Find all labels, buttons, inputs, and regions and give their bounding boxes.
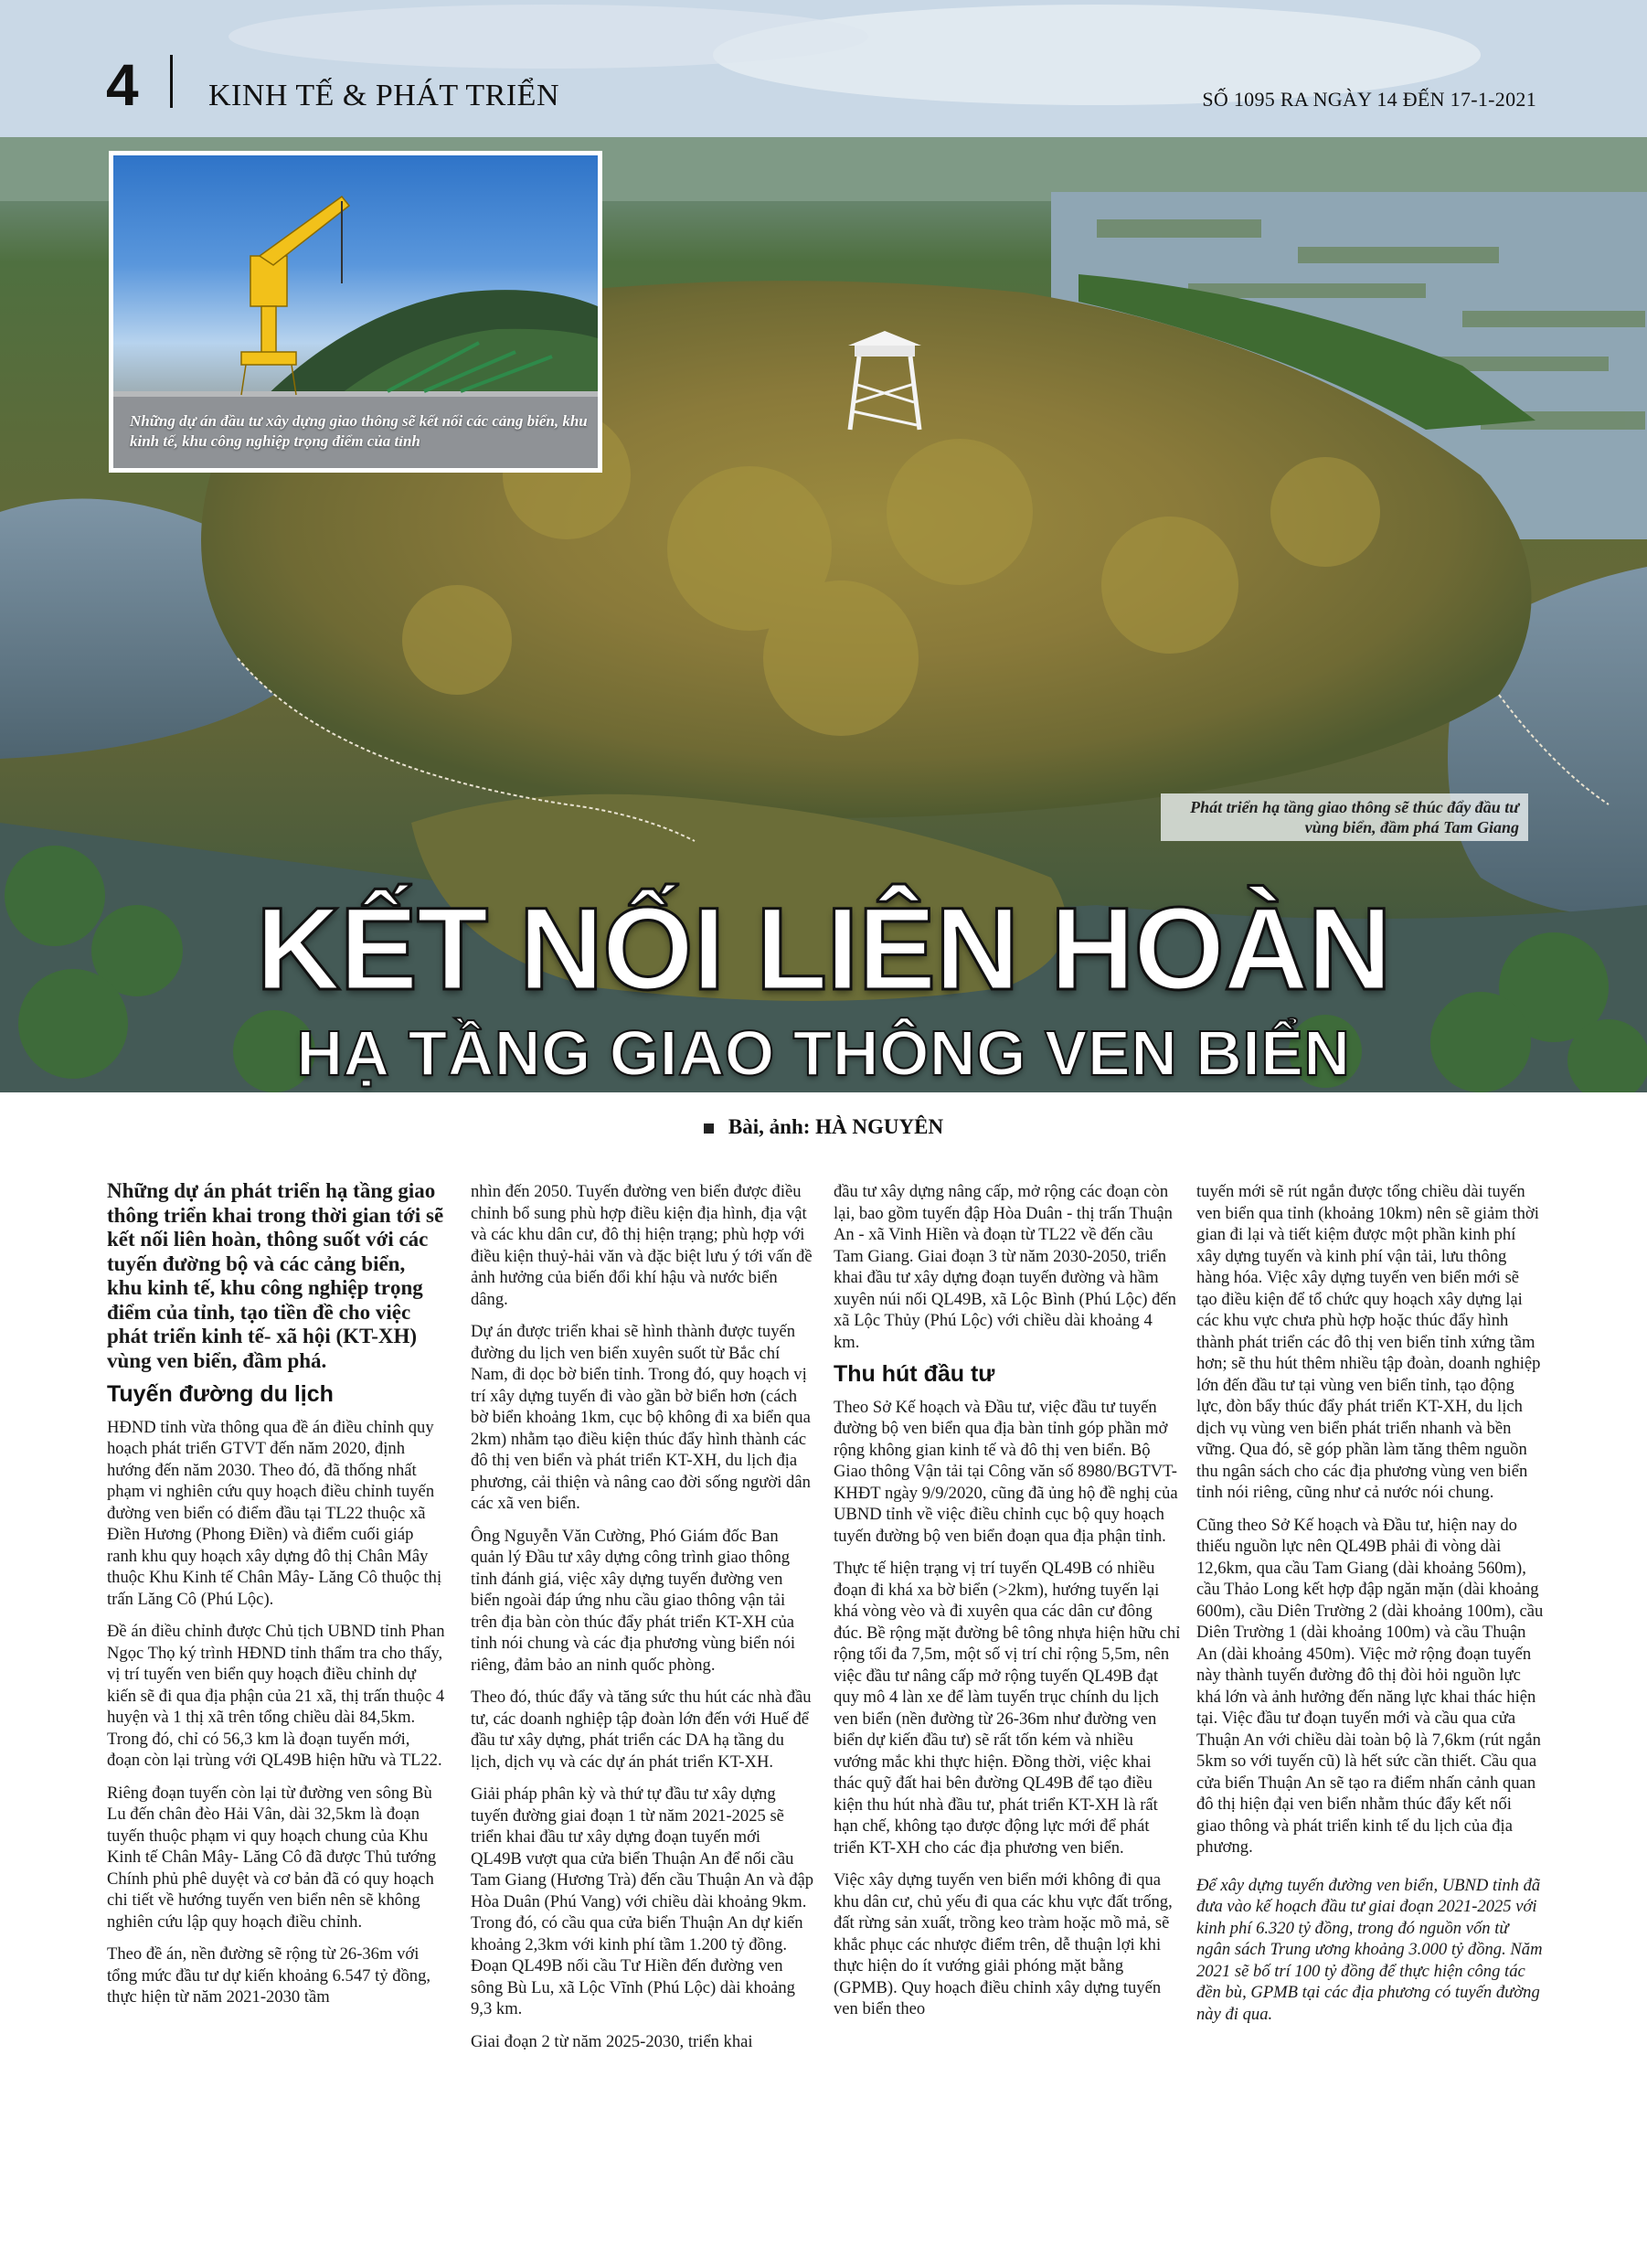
hero-photo <box>0 0 1647 1092</box>
paragraph: Việc xây dựng tuyến ven biển mới không đi qua khu dân cư, chủ yếu đi qua các khu vực đất trống, đất rừng sản xuất, trồng keo tràm hoặc mồ mả, sẽ khắc phục các nhược điểm trên, dễ thuận lợi khi thực hiện do ít vướng giải phóng mặt bằng (GPMB). Quy hoạch điều chỉnh xây dựng tuyến ven biển theo <box>834 1870 1173 2018</box>
paragraph: Ông Nguyễn Văn Cường, Phó Giám đốc Ban quản lý Đầu tư xây dựng công trình giao thông tỉnh đánh giá, việc xây dựng tuyến đường ven biển ngoài đáp ứng nhu cầu giao thông vận tải trên địa bàn còn thúc đẩy phát triển KT-XH của tỉnh nói chung và các địa phương vùng biển nói riêng, đảm bảo an ninh quốc phòng. <box>471 1526 796 1675</box>
article-column-3 <box>834 1181 1181 2031</box>
header-divider <box>170 55 173 108</box>
paragraph: Cũng theo Sở Kế hoạch và Đầu tư, hiện nay do thiếu nguồn lực nên QL49B phải đi vòng dài 12,6km, qua cầu Tam Giang (dài khoảng 560m), cầu Thảo Long kết hợp đập ngăn mặn (dài khoảng 600m), cầu Diên Trường 2 (dài khoảng 100m), cầu Diên Trường 1 (dài khoảng 100m) và cầu Thuận An (dài khoảng 450m). Việc mở rộng đoạn tuyến này thành tuyến đường đô thị đòi hỏi nguồn lực khá lớn và ảnh hưởng đến năng lực khai thác hiện tại. Việc đầu tư đoạn tuyến mới và cầu qua cửa Thuận An với chiều dài toàn bộ là 7,6km (rút ngắn 5km so với tuyến cũ) là hết sức cần thiết. Cầu qua cửa biển Thuận An sẽ tạo ra điểm nhấn cảnh quan đô thị hiện đại ven biển nhằm thúc đẩy kết nối giao thông và phát triển kinh tế du lịch của địa phương. <box>1196 1515 1544 1857</box>
article-column-2 <box>471 1181 814 2063</box>
paragraph: tuyến mới sẽ rút ngắn được tổng chiều dài tuyến ven biển qua tỉnh (khoảng 10km) nên sẽ giảm thời gian đi lại và tiết kiệm được một phần kinh phí xây dựng tuyến và kinh phí vận tải, lưu thông hàng hóa. Việc xây dựng tuyến ven biển mới sẽ tạo điều kiện để tổ chức quy hoạch xây dựng lại các khu vực chưa phù hợp hoặc thúc đẩy hình thành phát triển các đô thị ven biển tỉnh xứng tầm hơn; sẽ thu hút thêm nhiều tập đoàn, doanh nghiệp lớn đến đầu tư tại vùng ven biển tỉnh, tạo động lực, đòn bẩy thúc đẩy phát triển KT-XH, du lịch dịch vụ vùng ven biển phát triển nhanh và bền vững. Qua đó, sẽ góp phần làm tăng thêm nguồn thu ngân sách cho các địa phương vùng ven biển tỉnh nói riêng, cũng như cả nước nói chung. <box>1196 1182 1541 1502</box>
paragraph: Giai đoạn 2 từ năm 2025-2030, triển khai <box>471 2031 753 2051</box>
paragraph: HĐND tỉnh vừa thông qua đề án điều chỉnh quy hoạch phát triển GTVT đến năm 2020, định hướng đến năm 2030. Theo đó, đã thống nhất phạm vi nghiên cứu quy hoạch điều chỉnh tuyến đường ven biển có điểm đầu tại TL22 thuộc xã Điền Hương (Phong Điền) và điểm cuối giáp ranh khu quy hoạch xây dựng đô thị Chân Mây thuộc Khu Kinh tế Chân Mây- Lăng Cô thuộc thị trấn Lăng Cô (Phú Lộc). <box>107 1417 442 1609</box>
subhead-investment: Thu hút đầu tư <box>834 1361 995 1387</box>
bullet-square-icon <box>704 1123 714 1134</box>
page-number: 4 <box>106 52 139 118</box>
paragraph: đầu tư xây dựng nâng cấp, mở rộng các đoạn còn lại, bao gồm tuyến đập Hòa Duân - thị trấn Thuận An - xã Vinh Hiền và đoạn từ TL22 về đến cầu Tam Giang. Giai đoạn 3 từ năm 2030-2050, triển khai đầu tư xây dựng đoạn tuyến đường và hầm xuyên núi nối QL49B, xã Lộc Bình (Phú Lộc) đến xã Lộc Thủy (Phú Lộc) với chiều dài khoảng 4 km. <box>834 1182 1176 1352</box>
hero-caption: Phát triển hạ tầng giao thông sẽ thúc đẩy đầu tư vùng biển, đầm phá Tam Giang <box>1161 793 1528 841</box>
paragraph: Theo đề án, nền đường sẽ rộng từ 26-36m với tổng mức đầu tư dự kiến khoảng 6.547 tỷ đồng, thực hiện từ năm 2021-2030 tầm <box>107 1944 431 2007</box>
paragraph: Thực tế hiện trạng vị trí tuyến QL49B có nhiều đoạn đi khá xa bờ biển (>2km), hướng tuyến lại khá vòng vèo và đi xuyên qua các dân cư đông đúc. Bề rộng mặt đường bê tông nhựa hiện hữu chỉ rộng tối đa 7,5m, một số vị trí chỉ rộng 5,5m, nên việc đầu tư nâng cấp mở rộng tuyến QL49B đạt quy mô 4 làn xe để làm tuyến trục chính du lịch ven biển (nền đường từ 26-36m như đường ven biển dự kiến đầu tư) sẽ rất tốn kém và nhiều vướng mắc khi thực hiện. Đồng thời, việc khai thác quỹ đất hai bên đường QL49B để tạo điều kiện thu hút nhà đầu tư, phát triển KT-XH là rất hạn chế, không tạo được động lực mới để phát triển KT-XH cho các địa phương ven biển. <box>834 1559 1181 1858</box>
byline-text: Bài, ảnh: HÀ NGUYÊN <box>728 1115 944 1138</box>
subhead-tourism-road: Tuyến đường du lịch <box>107 1381 334 1407</box>
inset-caption: Những dự án đầu tư xây dựng giao thông sẽ kết nối các cảng biển, khu kinh tế, khu công nghiệp trọng điểm của tỉnh <box>130 412 588 450</box>
article-column-4 <box>1196 1181 1544 2036</box>
byline <box>0 1115 1647 1139</box>
paragraph: Theo Sở Kế hoạch và Đầu tư, việc đầu tư tuyến đường bộ ven biển qua địa bàn tỉnh góp phần mở rộng không gian kinh tế và đô thị ven biển. Bộ Giao thông Vận tải tại Công văn số 8980/BGTVT-KHĐT ngày 9/9/2020, cũng đã ủng hộ đề nghị của UBND tỉnh về việc điều chỉnh cục bộ quy hoạch tuyến đường bộ ven biển đoạn qua địa phận tỉnh. <box>834 1397 1178 1546</box>
article-lead: Những dự án phát triển hạ tầng giao thông triển khai trong thời gian tới sẽ kết nối liên hoàn, thông suốt với các tuyến đường bộ và các cảng biển, khu kinh tế, khu công nghiệp trọng điểm của tỉnh, tạo tiền đề cho việc phát triển kinh tế- xã hội (KT-XH) vùng ven biển, đầm phá. <box>107 1179 444 1372</box>
paragraph: Riêng đoạn tuyến còn lại từ đường ven sông Bù Lu đến chân đèo Hải Vân, dài 32,5km là đoạn tuyến thuộc phạm vi quy hoạch chung của Khu Kinh tế Chân Mây- Lăng Cô đã được Thủ tướng Chính phủ phê duyệt và cơ bản đã có quy hoạch chi tiết về hướng tuyến ven biển nên sẽ không nghiên cứu lập quy hoạch điều chỉnh. <box>107 1783 437 1932</box>
headline-sub: HẠ TẦNG GIAO THÔNG VEN BIỂN <box>296 1017 1351 1089</box>
paragraph: Giải pháp phân kỳ và thứ tự đầu tư xây dựng tuyến đường giai đoạn 1 từ năm 2021-2025 sẽ triển khai đầu tư xây dựng đoạn tuyến mới QL49B vượt qua cửa biển Thuận An để nối cầu Tam Giang (Hương Trà) đến cầu Thuận An và đập Hòa Duân (Phú Vang) với chiều dài khoảng 9km. Trong đó, có cầu qua cửa biển Thuận An dự kiến khoảng 2,3km với kinh phí tầm 1.200 tỷ đồng. Đoạn QL49B nối cầu Tư Hiền đến đường ven sông Bù Lu, xã Lộc Vĩnh (Phú Lộc) dài khoảng 9,3 km. <box>471 1784 814 2018</box>
article-column-1 <box>107 1179 445 2019</box>
section-title: KINH TẾ & PHÁT TRIỂN <box>208 79 559 112</box>
issue-date: SỐ 1095 RA NGÀY 14 ĐẾN 17-1-2021 <box>1202 88 1536 111</box>
closing-note: Để xây dựng tuyến đường ven biển, UBND tỉnh đã đưa vào kế hoạch đầu tư giai đoạn 2021-2025 với kinh phí 6.320 tỷ đồng, trong đó nguồn vốn từ ngân sách Trung ương khoảng 3.000 tỷ đồng. Năm 2021 sẽ bố trí 100 tỷ đồng để thực hiện công tác đền bù, GPMB tại các địa phương có tuyến đường này đi qua. <box>1196 1875 1543 2024</box>
inset-photo <box>109 151 602 473</box>
paragraph: Dự án được triển khai sẽ hình thành được tuyến đường du lịch ven biển xuyên suốt từ Bắc chí Nam, đi dọc bờ biển tỉnh. Trong đó, quy hoạch vị trí xây dựng tuyến đi vào gần bờ biển hơn (cách bờ biển khoảng 1km, cục bộ không đi xa biển qua 2km) nhằm tạo điều kiện thúc đẩy hình thành các đô thị ven biển và phát triển KT-XH, du lịch địa phương, cải thiện và nâng cao đời sống người dân các xã ven biển. <box>471 1322 811 1513</box>
headline-main: KẾT NỐI LIÊN HOÀN <box>256 884 1391 1015</box>
paragraph: Đề án điều chỉnh được Chủ tịch UBND tỉnh Phan Ngọc Thọ ký trình HĐND tỉnh thẩm tra cho thấy, vị trí tuyến ven biển quy hoạch điều chỉnh dự kiến sẽ đi qua địa phận của 21 xã, thị trấn thuộc 4 huyện và 1 thị xã trên tổng chiều dài 84,5km. Trong đó, chỉ có 56,3 km là đoạn tuyến mới, đoạn còn lại trùng với QL49B hiện hữu và TL22. <box>107 1622 445 1770</box>
paragraph: Theo đó, thúc đẩy và tăng sức thu hút các nhà đầu tư, các doanh nghiệp tập đoàn lớn đến với Huế để đầu tư xây dựng, phát triển các DA hạ tầng du lịch, dịch vụ và các dự án phát triển KT-XH. <box>471 1688 812 1772</box>
paragraph: nhìn đến 2050. Tuyến đường ven biển được điều chỉnh bổ sung phù hợp điều kiện địa hình, địa vật và các khu dân cư, đô thị hiện trạng; phù hợp với điều kiện thuỷ-hải văn và đặc biệt lưu ý tới vấn đề ảnh hưởng của biến đổi khí hậu và nước biển dâng. <box>471 1182 813 1309</box>
